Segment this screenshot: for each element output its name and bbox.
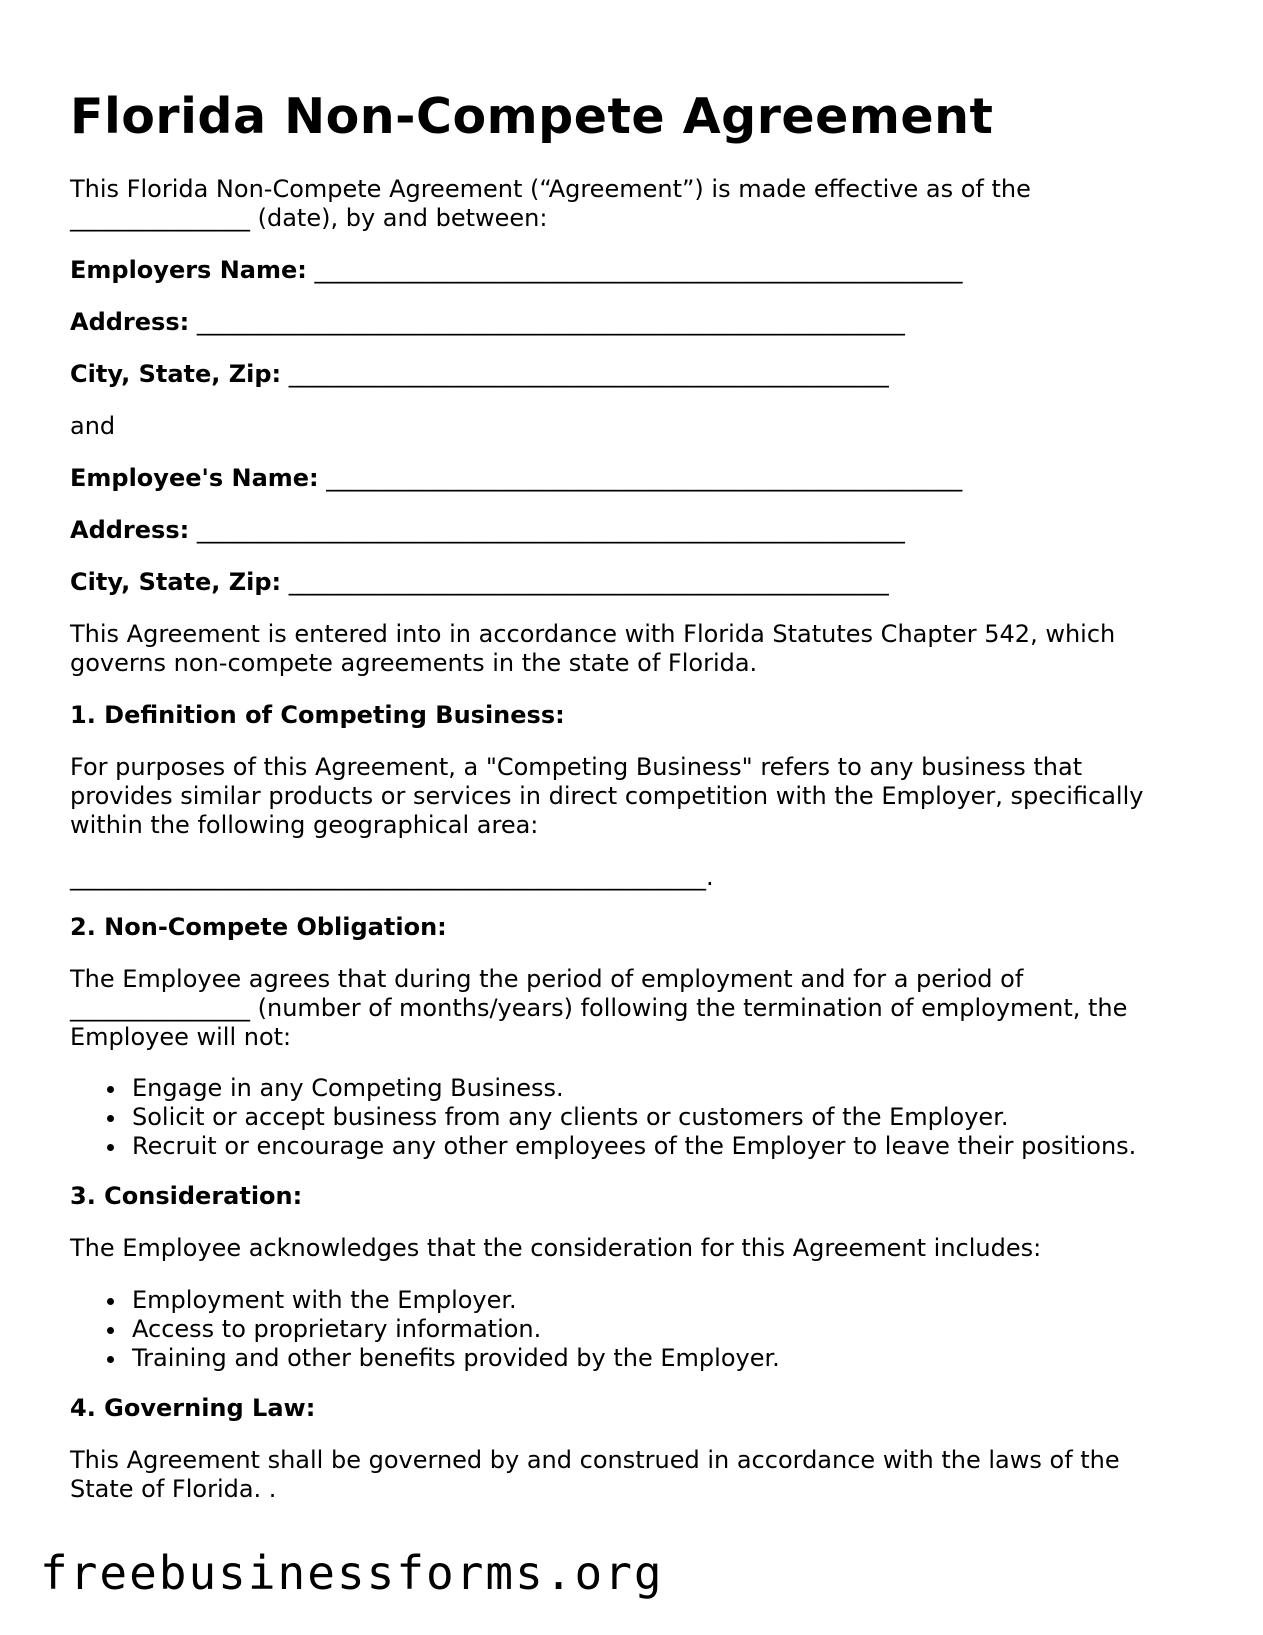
employee-address-blank: ___________________________________________________________ (196, 516, 905, 544)
watermark: freebusinessforms.org (40, 1546, 664, 1600)
consideration-list (70, 1286, 780, 1373)
employee-name-label: Employee's Name: (70, 464, 319, 492)
employer-name-blank: ______________________________________________________ (314, 256, 963, 284)
list-item: Training and other benefits provided by the Employer. (70, 1344, 780, 1373)
geographic-area-blank: _____________________________________________________. (70, 863, 714, 891)
intro-line-1: This Florida Non-Compete Agreement (“Agreement”) is made effective as of the (70, 175, 1031, 203)
section-2-line-1: The Employee agrees that during the period of employment and for a period of (70, 965, 1024, 993)
section-1-line-2: provides similar products or services in direct competition with the Employer, specifically (70, 782, 1144, 810)
statute-line-2: governs non-compete agreements in the state of Florida. (70, 649, 758, 677)
employer-city-field (70, 360, 889, 389)
employer-address-label: Address: (70, 308, 190, 336)
employee-address-label: Address: (70, 516, 190, 544)
section-4-line-1: This Agreement shall be governed by and construed in accordance with the laws of the (70, 1446, 1120, 1474)
section-4-paragraph (70, 1446, 1120, 1504)
section-2-heading: 2. Non-Compete Obligation: (70, 913, 447, 941)
section-4-heading: 4. Governing Law: (70, 1394, 316, 1422)
employee-city-field (70, 568, 889, 597)
section-2-line-3: Employee will not: (70, 1023, 292, 1051)
employee-city-label: City, State, Zip: (70, 568, 282, 596)
section-1-line-1: For purposes of this Agreement, a "Competing Business" refers to any business that (70, 753, 1083, 781)
list-item: Recruit or encourage any other employees of the Employer to leave their positions. (70, 1132, 1136, 1161)
section-1-heading: 1. Definition of Competing Business: (70, 701, 565, 729)
section-1-line-3: within the following geographical area: (70, 811, 539, 839)
and-text: and (70, 412, 116, 440)
employee-city-blank: __________________________________________________ (288, 568, 889, 596)
list-item: Solicit or accept business from any clients or customers of the Employer. (70, 1103, 1136, 1132)
employer-city-blank: __________________________________________________ (288, 360, 889, 388)
employer-name-label: Employers Name: (70, 256, 307, 284)
section-3-paragraph: The Employee acknowledges that the consideration for this Agreement includes: (70, 1234, 1042, 1262)
section-4-line-2: State of Florida. . (70, 1475, 277, 1503)
employee-name-field (70, 464, 962, 493)
non-compete-list (70, 1074, 1136, 1161)
intro-paragraph (70, 175, 1031, 233)
section-2-line-2: _______________ (number of months/years) following the termination of employment, the (70, 994, 1128, 1022)
employee-name-blank: _____________________________________________________ (326, 464, 963, 492)
section-1-paragraph (70, 753, 1143, 840)
list-item: Employment with the Employer. (70, 1286, 780, 1315)
employer-address-blank: ___________________________________________________________ (196, 308, 905, 336)
employer-address-field (70, 308, 905, 337)
page-title: Florida Non-Compete Agreement (70, 88, 994, 145)
list-item: Engage in any Competing Business. (70, 1074, 1136, 1103)
statute-line-1: This Agreement is entered into in accordance with Florida Statutes Chapter 542, which (70, 620, 1116, 648)
employee-address-field (70, 516, 905, 545)
section-2-paragraph (70, 965, 1127, 1052)
list-item: Access to proprietary information. (70, 1315, 780, 1344)
employer-name-field (70, 256, 963, 285)
statute-paragraph (70, 620, 1115, 678)
employer-city-label: City, State, Zip: (70, 360, 282, 388)
section-3-heading: 3. Consideration: (70, 1182, 303, 1210)
intro-line-2: _______________ (date), by and between: (70, 204, 548, 232)
